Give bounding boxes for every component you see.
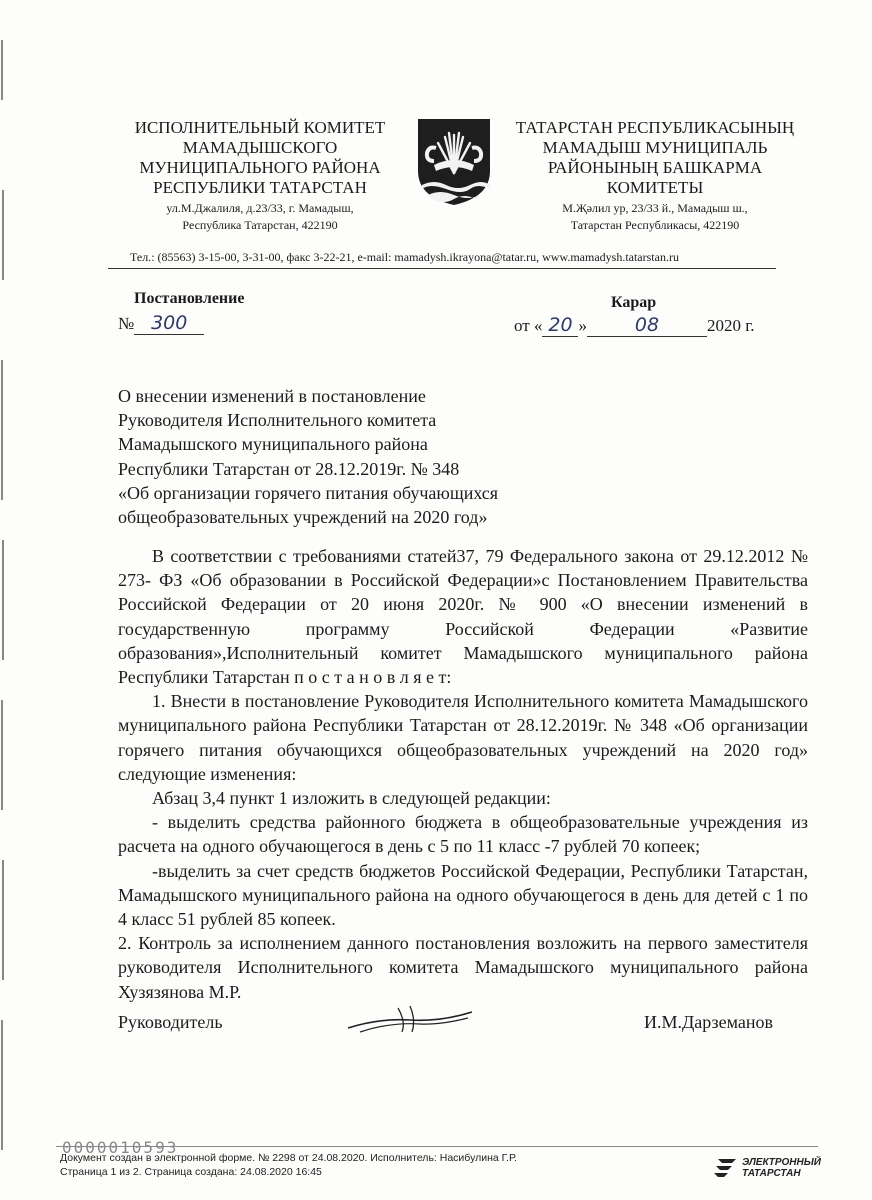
doc-number-line [118, 312, 204, 335]
date-year: 2020 г. [706, 316, 755, 335]
scan-edge-artifact [0, 0, 8, 1200]
issuer-title-tt: ТАТАРСТАН РЕСПУБЛИКАСЫНЫҢ МАМАДЫШ МУНИЦИПАЛЬ РАЙОНЫНЫҢ БАШКАРМА КОМИТЕТЫ [515, 118, 795, 197]
footer-divider [56, 1146, 818, 1147]
contact-line: Тел.: (85563) 3-15-00, 3-31-00, факс 3-22-21, e-mail: mamadysh.ikrayona@tatar.ru, www.mamadysh.tatarstan.ru [130, 250, 679, 264]
handwritten-signature [340, 998, 480, 1038]
header-divider [108, 268, 776, 269]
issuer-address-tt: М.Җәлил ур, 23/33 й., Мамадыш ш., Татарстан Республикасы, 422190 [562, 201, 748, 232]
date-day: 20 [542, 314, 578, 337]
item-1: 1. Внести в постановление Руководителя Исполнительного комитета Мамадышского муниципального района Республики Татарстан от 28.12.2019г. № 348 «Об организации горячего питания обучающихся общеобразовательных учреждений на 2020 год» следующие изменения: [118, 691, 808, 784]
item-2: 2. Контроль за исполнением данного постановления возложить на первого заместителя руководителя Исполнительного комитета Мамадышского муниципального района Хузязянова М.Р. [118, 933, 808, 1002]
brand-line-2: ТАТАРСТАН [742, 1168, 801, 1179]
preamble-paragraph: В соответствии с требованиями статей37, 79 Федерального закона от 29.12.2012 № 273- ФЗ «Об образовании в Российской Федерации»с Постановлением Правительства Российской Федерации от 20 июня 2020г. № 900 «О внесении изменений в государственную программу Российской Федерации «Развитие образования»,Исполнительный комитет Мамадышского муниципального района Республики Татарстан п о с т а н о в л я е т: [118, 546, 808, 688]
registration-number: 0000010593 [62, 1138, 179, 1157]
bullet-2: -выделить за счет средств бюджетов Российской Федерации, Республики Татарстан, Мамадышского муниципального района на одного обучающегося в день для детей с 1 по 4 класс 51 рублей 85 копеек. [118, 860, 808, 930]
date-month: 08 [587, 314, 707, 337]
footer-page-info: Страница 1 из 2. Страница создана: 24.08.2020 16:45 [60, 1166, 322, 1178]
doc-date-line [514, 314, 755, 337]
document-subject: О внесении изменений в постановление Руководителя Исполнительного комитета Мамадышского муниципального района Республики Татарстан от 28.12.2019г. № 348 «Об организации горячего питания обучающихся общеобразовательных учреждений на 2020 год» [118, 386, 499, 528]
doc-type-ru: Постановление [134, 290, 245, 307]
brand-line-1: ЭЛЕКТРОННЫЙ [742, 1157, 821, 1168]
issuer-address-ru: ул.М.Джалиля, д.23/33, г. Мамадыш, Республика Татарстан, 422190 [166, 201, 354, 232]
issuer-title-ru: ИСПОЛНИТЕЛЬНЫЙ КОМИТЕТ МАМАДЫШСКОГО МУНИЦИПАЛЬНОГО РАЙОНА РЕСПУБЛИКИ ТАТАРСТАН [134, 118, 386, 197]
signatory-name: И.М.Дарземанов [644, 1012, 773, 1032]
item-1-sub: Абзац 3,4 пункт 1 изложить в следующей редакции: [152, 788, 551, 809]
date-mid: » [578, 316, 587, 335]
date-prefix: от « [514, 316, 543, 335]
document-body [118, 544, 808, 1004]
bullet-1: - выделить средства районного бюджета в общеобразовательные учреждения из расчета на одного обучающегося в день с 5 по 11 класс -7 рублей 70 копеек; [118, 812, 808, 857]
issuer-block-russian [120, 118, 400, 234]
coat-of-arms-emblem [414, 115, 494, 207]
electronic-tatarstan-logo [714, 1153, 821, 1183]
doc-number: 300 [134, 312, 204, 335]
number-sign: № [118, 314, 135, 333]
issuer-block-tatar [505, 118, 805, 234]
doc-type-tt: Карар [611, 294, 657, 311]
signatory-role: Руководитель [118, 1012, 223, 1032]
footer-doc-info: Документ создан в электронной форме. № 2298 от 24.08.2020. Исполнитель: Насибулина Г.Р. [60, 1152, 517, 1164]
logo-mark-icon [714, 1157, 738, 1179]
